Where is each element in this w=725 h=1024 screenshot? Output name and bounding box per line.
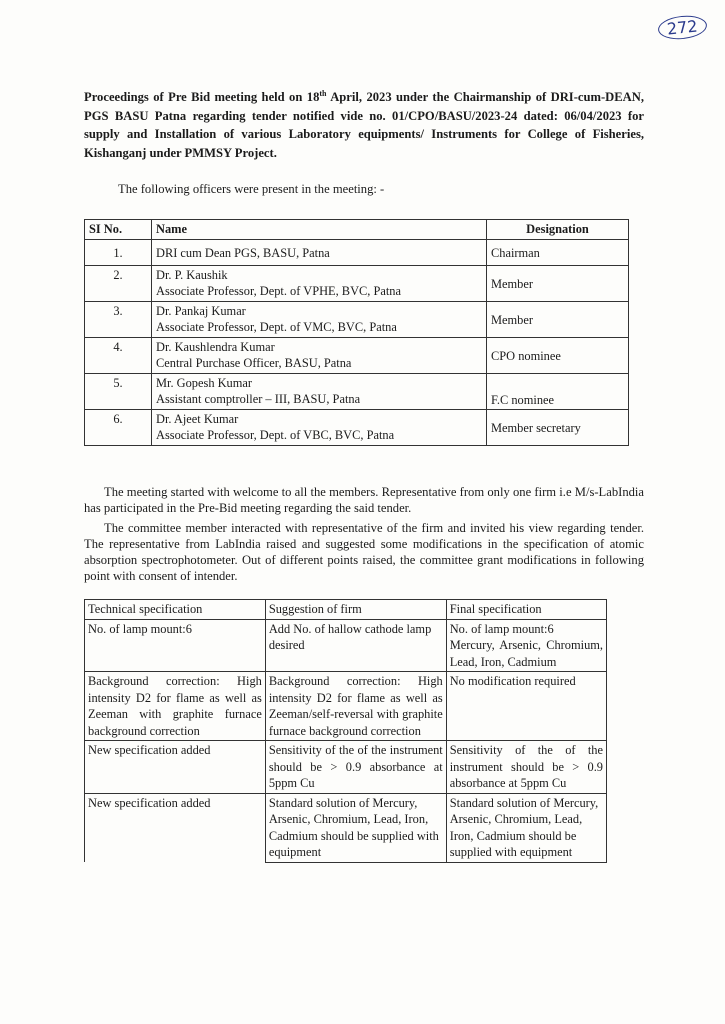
heading-part-1: Proceedings of Pre Bid meeting held on 18 (84, 90, 320, 104)
page-number-stamp: 272 (657, 14, 708, 42)
officer-name: Dr. Ajeet Kumar (156, 412, 239, 426)
specification-table (84, 599, 607, 863)
officer-designation: CPO nominee (487, 338, 629, 374)
officer-designation: Member (487, 302, 629, 338)
officer-name-cell (152, 266, 487, 302)
header-designation: Designation (487, 220, 629, 240)
officer-sl: 6. (85, 410, 152, 446)
spec-technical: New specification added (85, 793, 266, 862)
officer-title: Central Purchase Officer, BASU, Patna (156, 356, 352, 370)
officer-sl: 3. (85, 302, 152, 338)
spec-final: No modification required (446, 672, 606, 741)
officer-name-cell (152, 374, 487, 410)
spec-technical: No. of lamp mount:6 (85, 619, 266, 672)
meeting-paragraph-2: The committee member interacted with representative of the firm and invited his view regarding tender. The representative from LabIndia raised and suggested some modifications in the specification of atomic absorption spectrophotometer. Out of different points raised, the committee grant modifications in following point with consent of intender. (84, 521, 644, 583)
attendance-intro: The following officers were present in the meeting: - (118, 182, 385, 196)
officer-name-cell (152, 302, 487, 338)
spec-technical: New specification added (85, 741, 266, 794)
table-row (85, 338, 629, 374)
spec-suggestion: Standard solution of Mercury, Arsenic, Chromium, Lead, Iron, Cadmium should be supplied with equipment (265, 793, 446, 862)
officer-name: Dr. P. Kaushik (156, 268, 228, 282)
officer-name: Dr. Kaushlendra Kumar (156, 340, 275, 354)
spec-final: Standard solution of Mercury, Arsenic, Chromium, Lead, Iron, Cadmium should be supplied with equipment (446, 793, 606, 862)
officer-sl: 5. (85, 374, 152, 410)
spec-final-cell (446, 619, 606, 672)
officer-sl: 2. (85, 266, 152, 302)
spec-final: No. of lamp mount:6 (449, 621, 554, 636)
officer-name: Dr. Pankaj Kumar (156, 304, 246, 318)
table-row (85, 240, 629, 266)
header-name: Name (152, 220, 487, 240)
table-row (85, 410, 629, 446)
officer-name: DRI cum Dean PGS, BASU, Patna (152, 240, 487, 266)
spec-suggestion: Sensitivity of the of the instrument should be > 0.9 absorbance at 5ppm Cu (265, 741, 446, 794)
table-row (85, 793, 607, 862)
officer-designation: Member secretary (487, 410, 629, 446)
header-final-specification: Final specification (446, 600, 606, 620)
officer-name: Mr. Gopesh Kumar (156, 376, 253, 390)
heading-superscript: th (319, 88, 327, 98)
officer-title: Associate Professor, Dept. of VBC, BVC, Patna (156, 428, 395, 442)
spec-suggestion: Add No. of hallow cathode lamp desired (265, 619, 446, 672)
meeting-paragraph-1: The meeting started with welcome to all the members. Representative from only one firm i.e M/s-LabIndia has participated in the Pre-Bid meeting regarding the said tender. (84, 485, 644, 515)
officer-name-cell (152, 410, 487, 446)
document-heading (84, 88, 644, 162)
officer-designation: F.C nominee (487, 374, 629, 410)
table-row (85, 672, 607, 741)
table-row (85, 374, 629, 410)
officer-designation: Chairman (487, 240, 629, 266)
officer-title: Associate Professor, Dept. of VPHE, BVC, Patna (156, 284, 401, 298)
officer-name-cell (152, 338, 487, 374)
header-suggestion-of-firm: Suggestion of firm (265, 600, 446, 620)
spec-final: Sensitivity of the of the instrument should be > 0.9 absorbance at 5ppm Cu (446, 741, 606, 794)
header-technical-specification: Technical specification (85, 600, 266, 620)
spec-final-detail: Mercury, Arsenic, Chromium, Lead, Iron, Cadmium (449, 638, 603, 669)
table-row (85, 619, 607, 672)
spec-suggestion: Background correction: High intensity D2 for flame as well as Zeeman/self-reversal with graphite furnace background correction (265, 672, 446, 741)
header-sl-no: SI No. (85, 220, 152, 240)
table-row (85, 741, 607, 794)
officer-designation: Member (487, 266, 629, 302)
heading-part-2: April, 2023 under the Chairmanship of DRI-cum-DEAN, PGS BASU Patna regarding tender notified vide no. 01/CPO/BASU/2023-24 dated: 06/04/2023 for supply and Installation of various Laboratory equipments/ Instruments for College of Fisheries, Kishanganj under PMMSY Project. (84, 90, 644, 160)
officers-table (84, 219, 629, 446)
officer-sl: 1. (85, 240, 152, 266)
officer-sl: 4. (85, 338, 152, 374)
officers-header-row (85, 220, 629, 240)
spec-technical: Background correction: High intensity D2 for flame as well as Zeeman with graphite furnace background correction (85, 672, 266, 741)
table-row (85, 302, 629, 338)
officer-title: Associate Professor, Dept. of VMC, BVC, Patna (156, 320, 397, 334)
officer-title: Assistant comptroller – III, BASU, Patna (156, 392, 361, 406)
spec-header-row (85, 600, 607, 620)
table-row (85, 266, 629, 302)
